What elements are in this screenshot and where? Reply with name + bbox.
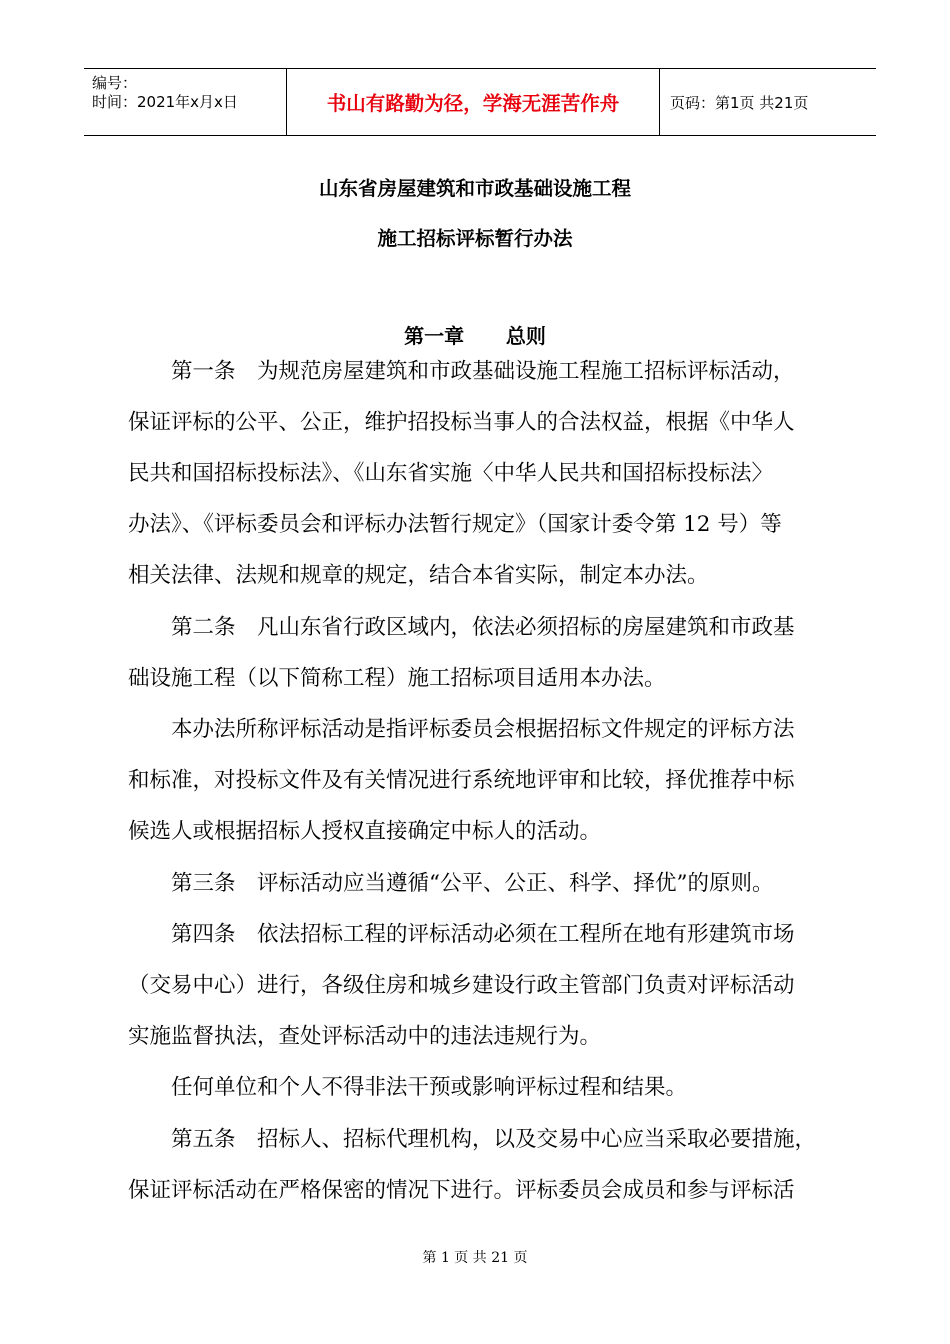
body-line: 实施监督执法，查处评标活动中的违法违规行为。: [128, 1024, 602, 1049]
body-line: 民共和国招标投标法》、《山东省实施〈中华人民共和国招标投标法〉: [128, 461, 774, 486]
document-title-line-2: 施工招标评标暂行办法: [377, 227, 573, 250]
body-line: 办法》、《评标委员会和评标办法暂行规定》（国家计委令第 12 号）等: [128, 512, 782, 537]
time-label: 时间：2021年x月x日: [92, 93, 238, 111]
body-line: 第一条 为规范房屋建筑和市政基础设施工程施工招标评标活动，: [128, 359, 795, 384]
body-line: 本办法所称评标活动是指评标委员会根据招标文件规定的评标方法: [128, 717, 795, 742]
body-line: 任何单位和个人不得非法干预或影响评标过程和结果。: [128, 1075, 688, 1100]
body-line: 第二条 凡山东省行政区域内，依法必须招标的房屋建筑和市政基: [128, 615, 795, 640]
motto-text: 书山有路勤为径，学海无涯苦作舟: [326, 92, 620, 115]
body-line: 和标准，对投标文件及有关情况进行系统地评审和比较，择优推荐中标: [128, 768, 795, 793]
chapter-heading: 第一章 总则: [404, 324, 546, 348]
body-line: 候选人或根据招标人授权直接确定中标人的活动。: [128, 819, 602, 844]
body-line: 保证评标的公平、公正，维护招投标当事人的合法权益，根据《中华人: [128, 410, 795, 435]
document-header: [84, 68, 876, 136]
document-title-line-1: 山东省房屋建筑和市政基础设施工程: [318, 177, 631, 200]
body-line: （交易中心）进行，各级住房和城乡建设行政主管部门负责对评标活动: [128, 973, 795, 998]
body-line: 第三条 评标活动应当遵循“公平、公正、科学、择优”的原则。: [128, 871, 774, 896]
body-line: 第四条 依法招标工程的评标活动必须在工程所在地有形建筑市场: [128, 922, 795, 947]
page-footer: 第 1 页 共 21 页: [422, 1250, 528, 1266]
body-line: 保证评标活动在严格保密的情况下进行。评标委员会成员和参与评标活: [128, 1178, 795, 1203]
header-page-info: 页码：第1页 共21页: [670, 93, 809, 112]
body-line: 础设施工程（以下简称工程）施工招标项目适用本办法。: [128, 666, 666, 691]
header-meta: [84, 69, 286, 135]
header-motto-cell: [286, 69, 660, 135]
body-line: 第五条 招标人、招标代理机构，以及交易中心应当采取必要措施，: [128, 1127, 817, 1152]
number-label: 编号：: [92, 74, 138, 92]
body-line: 相关法律、法规和规章的规定，结合本省实际，制定本办法。: [128, 563, 709, 588]
